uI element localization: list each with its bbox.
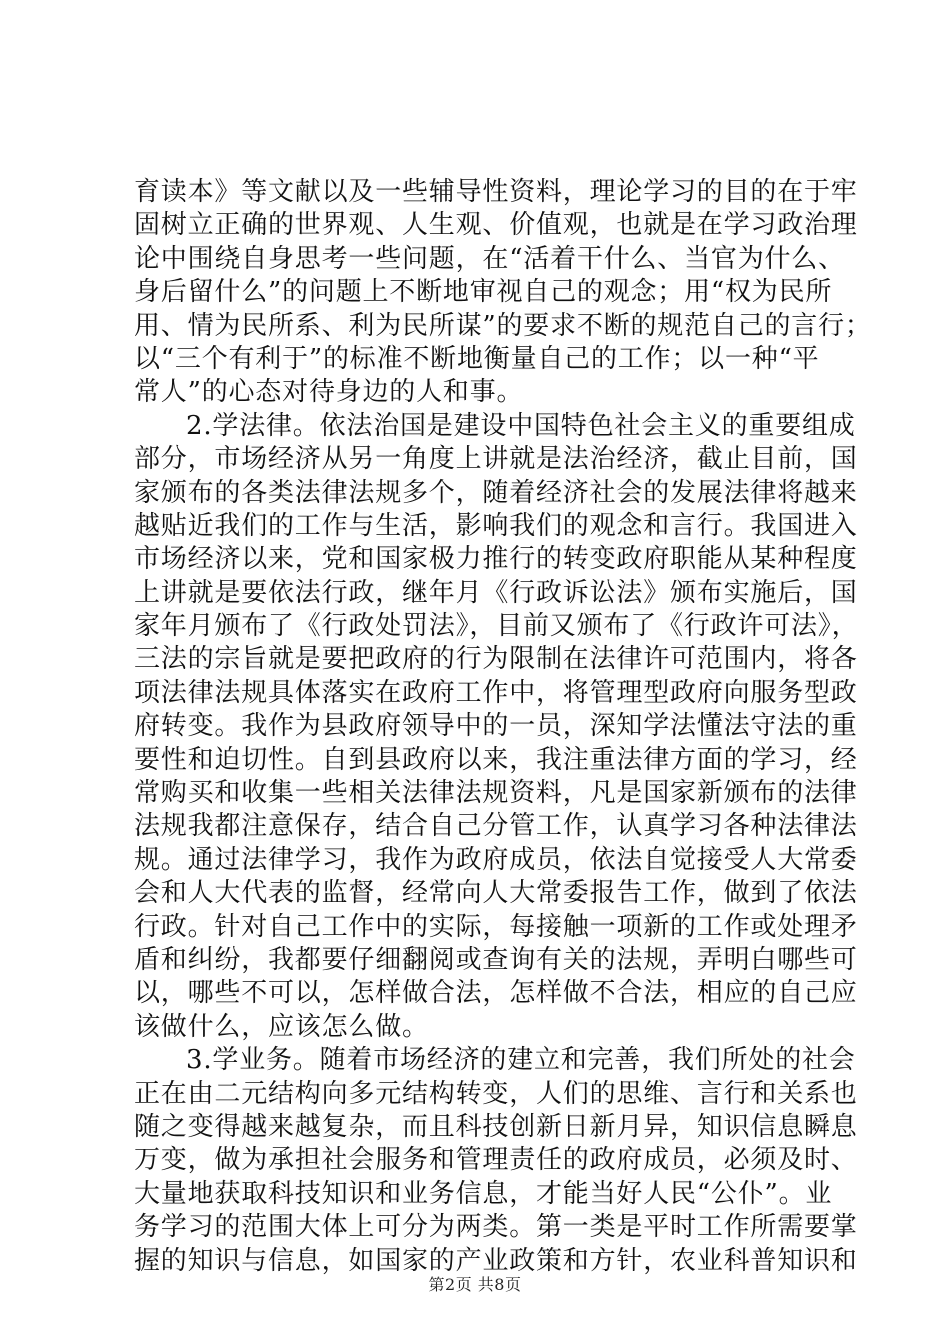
text-line: 随之变得越来越复杂，而且科技创新日新月异，知识信息瞬息 — [134, 1111, 858, 1142]
section-heading-line: 3.学业务。随着市场经济的建立和完善，我们所处的社会 — [186, 1045, 856, 1076]
text-line: 身后留什么”的问题上不断地审视自己的观念；用“权为民所 — [134, 277, 833, 308]
text-line: 万变，做为承担社会服务和管理责任的政府成员，必须及时、 — [134, 1145, 858, 1176]
text-line: 常人”的心态对待身边的人和事。 — [134, 377, 524, 408]
text-line: 盾和纠纷，我都要仔细翻阅或查询有关的法规，弄明白哪些可 — [134, 944, 858, 975]
text-line: 论中围绕自身思考一些问题，在“活着干什么、当官为什么、 — [134, 243, 845, 274]
text-line: 三法的宗旨就是要把政府的行为限制在法律许可范围内，将各 — [134, 644, 858, 675]
text-line: 大量地获取科技知识和业务信息，才能当好人民“公仆”。业 — [134, 1178, 833, 1209]
body-text — [134, 176, 872, 1278]
text-line: 正在由二元结构向多元结构转变，人们的思维、言行和关系也 — [134, 1078, 858, 1109]
page-footer: 第2页 共8页 — [428, 1275, 522, 1294]
text-line: 上讲就是要依法行政，继年月《行政诉讼法》颁布实施后，国 — [134, 577, 858, 608]
text-line: 家颁布的各类法律法规多个，随着经济社会的发展法律将越来 — [134, 477, 858, 508]
text-line: 市场经济以来，党和国家极力推行的转变政府职能从某种程度 — [134, 544, 858, 575]
text-line: 会和人大代表的监督，经常向人大常委报告工作，做到了依法 — [134, 878, 858, 909]
text-line: 育读本》等文献以及一些辅导性资料，理论学习的目的在于牢 — [134, 177, 858, 207]
text-line: 务学习的范围大体上可分为两类。第一类是平时工作所需要掌 — [134, 1212, 858, 1243]
text-line: 握的知识与信息，如国家的产业政策和方针，农业科普知识和 — [134, 1245, 858, 1276]
text-line: 项法律法规具体落实在政府工作中，将管理型政府向服务型政 — [134, 677, 858, 708]
text-line: 法规我都注意保存，结合自己分管工作，认真学习各种法律法 — [134, 811, 858, 842]
section-heading-line: 2.学法律。依法治国是建设中国特色社会主义的重要组成 — [186, 410, 856, 441]
text-line: 固树立正确的世界观、人生观、价值观，也就是在学习政治理 — [134, 210, 858, 241]
text-line: 规。通过法律学习，我作为政府成员，依法自觉接受人大常委 — [134, 844, 858, 875]
text-line: 行政。针对自己工作中的实际，每接触一项新的工作或处理矛 — [134, 911, 858, 942]
text-line: 要性和迫切性。自到县政府以来，我注重法律方面的学习，经 — [134, 744, 858, 775]
text-line: 常购买和收集一些相关法律法规资料，凡是国家新颁布的法律 — [134, 778, 858, 809]
text-line: 部分，市场经济从另一角度上讲就是法治经济，截止目前，国 — [134, 444, 858, 475]
text-line: 该做什么，应该怎么做。 — [134, 1011, 429, 1042]
text-line: 府转变。我作为县政府领导中的一员，深知学法懂法守法的重 — [134, 711, 858, 742]
text-line: 用、情为民所系、利为民所谋”的要求不断的规范自己的言行； — [134, 310, 872, 341]
text-line: 以，哪些不可以，怎样做合法，怎样做不合法，相应的自己应 — [134, 978, 858, 1009]
text-line: 家年月颁布了《行政处罚法》，目前又颁布了《行政许可法》， — [134, 611, 859, 642]
text-line: 越贴近我们的工作与生活，影响我们的观念和言行。我国进入 — [134, 510, 858, 541]
text-line: 以“三个有利于”的标准不断地衡量自己的工作；以一种“平 — [134, 343, 820, 374]
